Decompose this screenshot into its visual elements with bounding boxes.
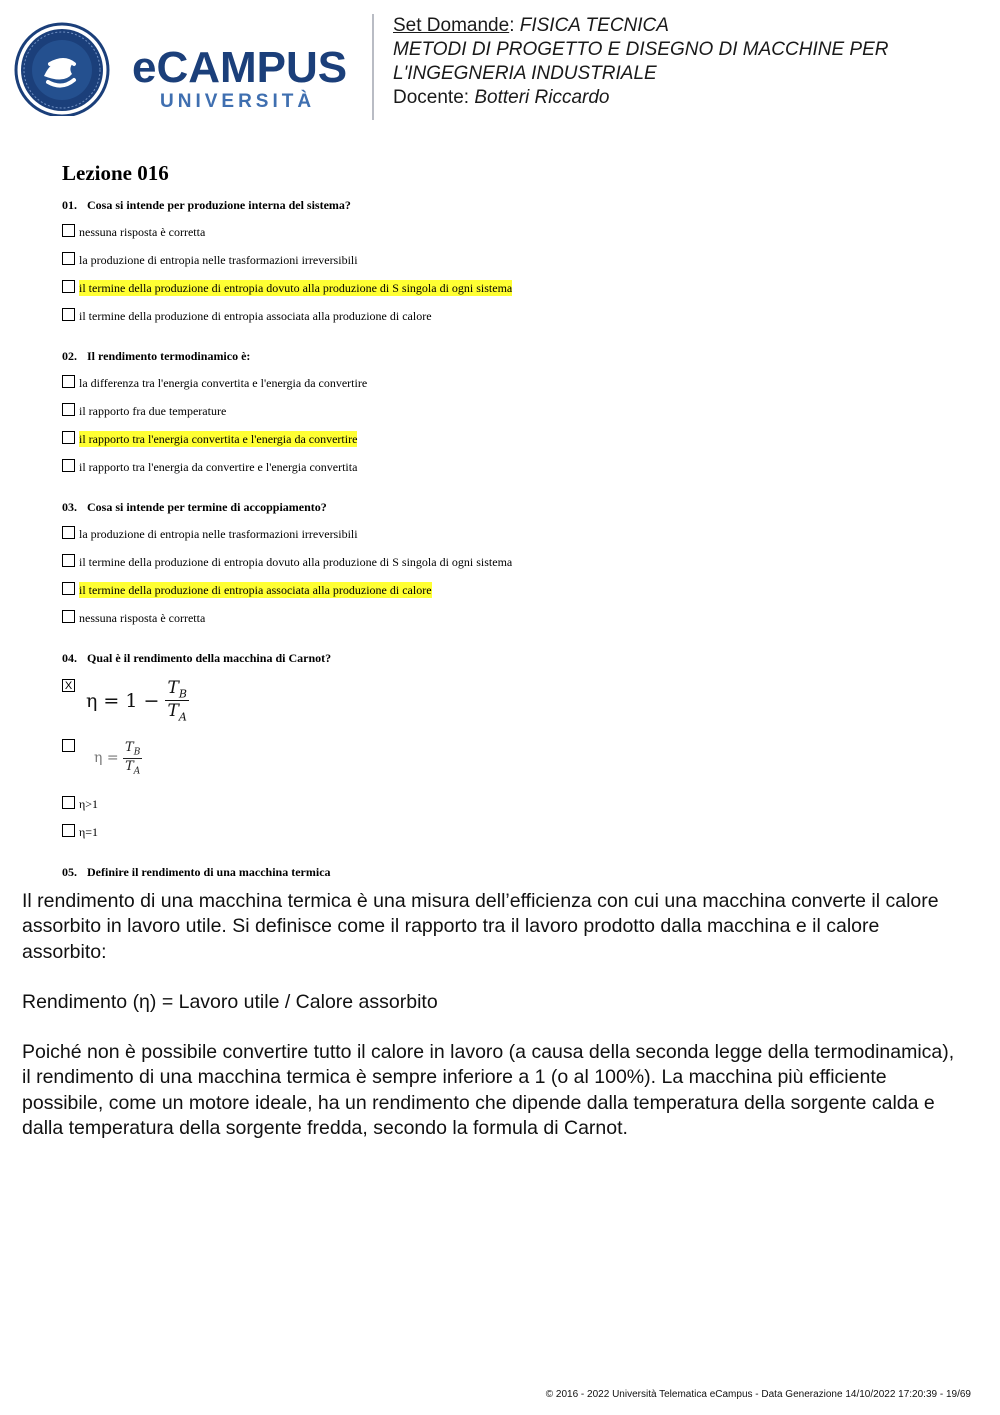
checkbox[interactable] bbox=[62, 459, 75, 472]
question-1-option-2[interactable]: la produzione di entropia nelle trasformazioni irreversibili bbox=[62, 252, 358, 268]
checkbox[interactable] bbox=[62, 375, 75, 388]
checkbox[interactable] bbox=[62, 403, 75, 416]
header-divider bbox=[372, 14, 374, 120]
answer-paragraph-3: Poiché non è possibile convertire tutto il calore in lavoro (a causa della seconda legge della termodinamica), il rendimento di una macchina termica è sempre inferiore a 1 (o al 100%). La macchina più efficiente possibile, come un motore ideale, ha un rendimento che dipende dalla temperatura della sorgente calda e dalla temperatura della sorgente fredda, secondo la formula di Carnot. bbox=[22, 1041, 955, 1140]
course-name: FISICA TECNICA bbox=[519, 15, 669, 36]
logo-subtitle: UNIVERSITÀ bbox=[160, 91, 316, 112]
answer-text bbox=[22, 889, 957, 1166]
question-1-option-1[interactable]: nessuna risposta è corretta bbox=[62, 224, 205, 240]
question-1-option-4[interactable]: il termine della produzione di entropia associata alla produzione di calore bbox=[62, 308, 432, 324]
checkbox[interactable] bbox=[62, 224, 75, 237]
carnot-formula-2: η = $\frac{T_B}{T_A}$ bbox=[94, 740, 141, 777]
question-2-option-2[interactable]: il rapporto fra due temperature bbox=[62, 403, 226, 419]
checkbox[interactable] bbox=[62, 252, 75, 265]
checkbox[interactable] bbox=[62, 796, 75, 809]
checkbox[interactable] bbox=[62, 582, 75, 595]
checkbox[interactable] bbox=[62, 824, 75, 837]
question-2-option-4[interactable]: il rapporto tra l'energia da convertire e l'energia convertita bbox=[62, 459, 357, 475]
checkbox[interactable] bbox=[62, 554, 75, 567]
answer-paragraph-1: Il rendimento di una macchina termica è una misura dell’efficienza con cui una macchina converte il calore assorbito in lavoro utile. Si definisce come il rapporto tra il lavoro prodotto dalla macchina e il calore assorbito: bbox=[22, 890, 939, 963]
question-1-option-3[interactable]: il termine della produzione di entropia dovuto alla produzione di S singola di ogni sistema bbox=[62, 280, 512, 296]
carnot-formula-1: η = 1 − $\frac{T_B}{T_A}$ bbox=[86, 678, 187, 724]
question-3-option-1[interactable]: la produzione di entropia nelle trasformazioni irreversibili bbox=[62, 526, 358, 542]
header-info: Set Domande: FISICA TECNICA METODI DI PROGETTO E DISEGNO DI MACCHINE PER L'INGEGNERIA INDUSTRIALE Docente: Botteri Riccardo bbox=[393, 15, 889, 108]
degree-name: METODI DI PROGETTO E DISEGNO DI MACCHINE PER L'INGEGNERIA INDUSTRIALE bbox=[393, 39, 889, 84]
question-3-option-4[interactable]: nessuna risposta è corretta bbox=[62, 610, 205, 626]
answer-paragraph-2: Rendimento (η) = Lavoro utile / Calore assorbito bbox=[22, 990, 438, 1013]
ecampus-logo bbox=[14, 14, 359, 116]
question-2-option-3[interactable]: il rapporto tra l'energia convertita e l'energia da convertire bbox=[62, 431, 357, 447]
question-3: 03. Cosa si intende per termine di accoppiamento? bbox=[62, 500, 327, 514]
set-label: Set Domande bbox=[393, 15, 510, 36]
lesson-title: Lezione 016 bbox=[62, 161, 169, 185]
teacher-name: Botteri Riccardo bbox=[474, 87, 610, 108]
question-4: 04. Qual è il rendimento della macchina di Carnot? bbox=[62, 651, 332, 665]
logo-wordmark: eCAMPUS bbox=[132, 43, 348, 92]
question-5: 05. Definire il rendimento di una macchina termica bbox=[62, 865, 331, 879]
teacher-label: Docente: bbox=[393, 87, 470, 108]
question-4-option-4[interactable]: η=1 bbox=[62, 824, 98, 840]
question-4-option-2[interactable] bbox=[62, 739, 75, 755]
checkbox[interactable] bbox=[62, 610, 75, 623]
page-header bbox=[0, 0, 1000, 130]
question-4-option-3[interactable]: η>1 bbox=[62, 796, 98, 812]
checkbox[interactable] bbox=[62, 308, 75, 321]
question-3-option-3[interactable]: il termine della produzione di entropia associata alla produzione di calore bbox=[62, 582, 432, 598]
page-footer: © 2016 - 2022 Università Telematica eCampus - Data Generazione 14/10/2022 17:20:39 - 19/69 bbox=[545, 1389, 971, 1400]
checkbox[interactable] bbox=[62, 280, 75, 293]
checkbox[interactable] bbox=[62, 431, 75, 444]
question-2: 02. Il rendimento termodinamico è: bbox=[62, 349, 251, 363]
question-4-option-1[interactable] bbox=[62, 679, 75, 695]
checkbox[interactable] bbox=[62, 739, 75, 752]
question-1: 01. Cosa si intende per produzione interna del sistema? bbox=[62, 198, 351, 212]
question-2-option-1[interactable]: la differenza tra l'energia convertita e l'energia da convertire bbox=[62, 375, 367, 391]
question-3-option-2[interactable]: il termine della produzione di entropia dovuto alla produzione di S singola di ogni sistema bbox=[62, 554, 512, 570]
checkbox[interactable] bbox=[62, 526, 75, 539]
checkbox-checked[interactable]: X bbox=[62, 679, 75, 692]
